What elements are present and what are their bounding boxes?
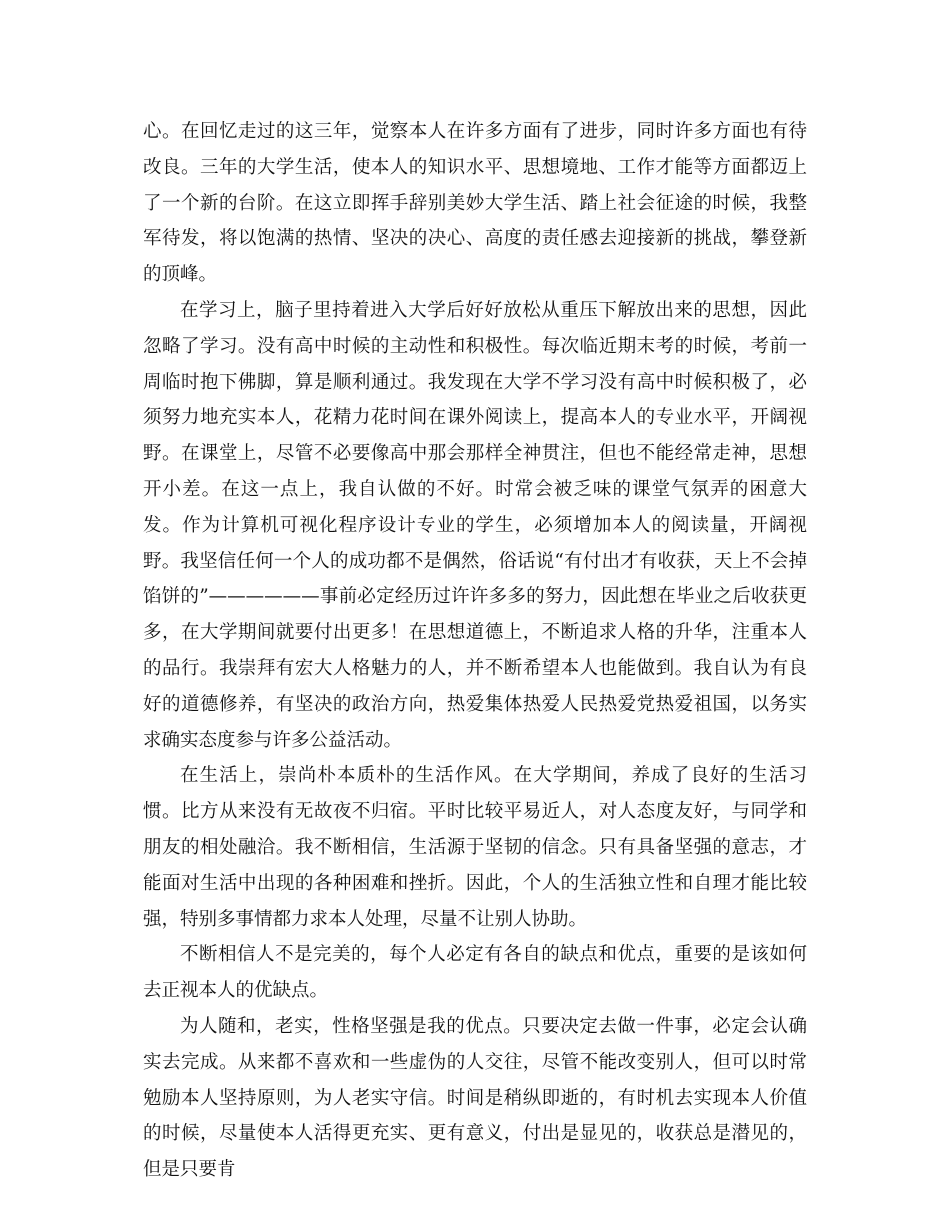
document-body	[143, 114, 807, 1188]
paragraph-4: 不断相信人不是完美的，每个人必定有各自的缺点和优点，重要的是该如何去正视本人的优缺点。	[143, 944, 807, 1002]
paragraph-2: 在学习上，脑子里持着进入大学后好好放松从重压下解放出来的思想，因此忽略了学习。没有高中时候的主动性和积极性。每次临近期末考的时候，考前一周临时抱下佛脚，算是顺利通过。我发现在大学不学习没有高中时候积极了，必须努力地充实本人，花精力花时间在课外阅读上，提高本人的专业水平，开阔视野。在课堂上，尽管不必要像高中那会那样全神贯注，但也不能经常走神，思想开小差。在这一点上，我自认做的不好。时常会被乏味的课堂气氛弄的困意大发。作为计算机可视化程序设计专业的学生，必须增加本人的阅读量，开阔视野。我坚信任何一个人的成功都不是偶然，俗话说“有付出才有收获，天上不会掉馅饼的”——————事前必定经历过许许多多的努力，因此想在毕业之后收获更多，在大学期间就要付出更多！在思想道德上，不断追求人格的升华，注重本人的品行。我崇拜有宏大人格魅力的人，并不断希望本人也能做到。我自认为有良好的道德修养，有坚决的政治方向，热爱集体热爱人民热爱党热爱祖国，以务实求确实态度参与许多公益活动。	[143, 299, 807, 751]
paragraph-5: 为人随和，老实，性格坚强是我的优点。只要决定去做一件事，必定会认确实去完成。从来都不喜欢和一些虚伪的人交往，尽管不能改变别人，但可以时常勉励本人坚持原则，为人老实守信。时间是稍纵即逝的，有时机去实现本人价值的时候，尽量使本人活得更充实、更有意义，付出是显见的，收获总是潜见的，但是只要肯	[143, 1015, 807, 1181]
paragraph-1: 心。在回忆走过的这三年，觉察本人在许多方面有了进步，同时许多方面也有待改良。三年的大学生活，使本人的知识水平、思想境地、工作才能等方面都迈上了一个新的台阶。在这立即挥手辞别美妙大学生活、踏上社会征途的时候，我整军待发，将以饱满的热情、坚决的决心、高度的责任感去迎接新的挑战，攀登新的顶峰。	[143, 121, 807, 286]
paragraph-3: 在生活上，崇尚朴本质朴的生活作风。在大学期间，养成了良好的生活习惯。比方从来没有无故夜不归宿。平时比较平易近人，对人态度友好，与同学和朋友的相处融洽。我不断相信，生活源于坚韧的信念。只有具备坚强的意志，才能面对生活中出现的各种困难和挫折。因此，个人的生活独立性和自理才能比较强，特别多事情都力求本人处理，尽量不让别人协助。	[143, 765, 807, 930]
